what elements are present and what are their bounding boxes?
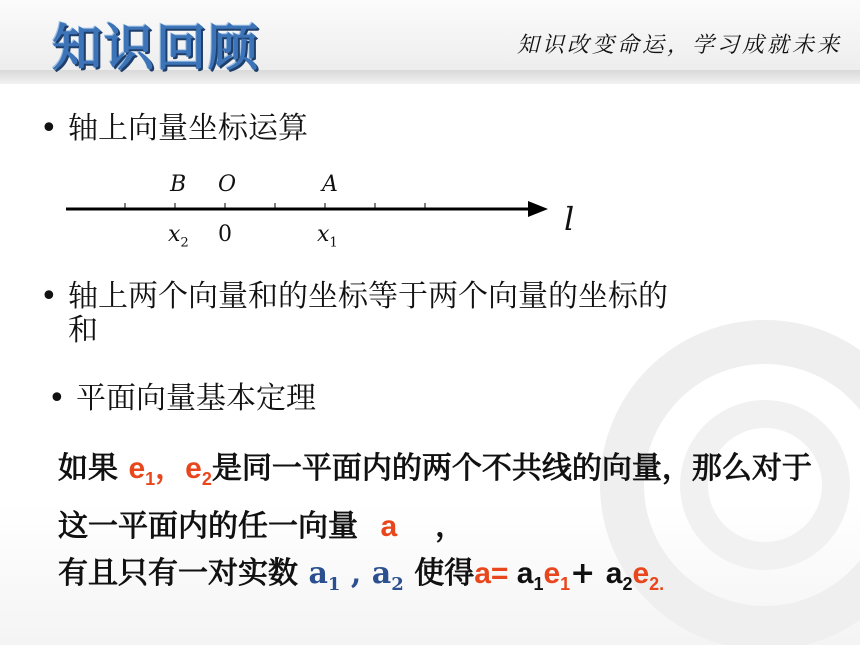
arrow-head	[528, 201, 548, 217]
expr-e1: $e_1$	[543, 557, 571, 594]
bullet-text: 平面向量基本定理	[76, 381, 316, 416]
vector-e1: $e_1$	[128, 452, 156, 489]
bullet-text-continued: 和	[68, 313, 98, 348]
coef-a1: $a_1$	[308, 556, 341, 595]
coord-x1-label: $x_1$	[317, 222, 338, 251]
bullet-text: 轴上向量坐标运算	[68, 111, 308, 146]
number-axis-diagram	[60, 168, 600, 258]
vector-e2: $e_2$	[185, 452, 212, 489]
coef-a2: $a_2$	[371, 556, 404, 595]
bullet-text: 轴上两个向量和的坐标等于两个向量的坐标的	[68, 279, 668, 314]
vector-a-eq: a	[474, 557, 491, 590]
point-o-label: O	[218, 172, 237, 197]
expr-e2: $e_{2.}$	[632, 557, 665, 594]
page-title: 知识回顾	[52, 19, 260, 77]
coord-zero-label: 0	[218, 222, 232, 247]
bullet-axis-vector	[40, 112, 308, 146]
motto-text: 知识改变命运，学习成就未来	[516, 33, 842, 58]
bullet-dot: •	[40, 279, 58, 314]
coord-x2-label: $x_2$	[168, 222, 189, 251]
line-l-label: l	[564, 200, 575, 238]
bullet-sum-coordinates	[40, 280, 668, 348]
bullet-dot: •	[48, 381, 66, 416]
expr-a2: $a_2$	[605, 557, 633, 594]
bullet-theorem-heading	[48, 382, 316, 416]
point-a-label: A	[322, 172, 338, 197]
point-b-label: B	[170, 172, 187, 197]
theorem-paragraph: 如果 $e_1$，$e_2$是同一平面内的两个不共线的向量，那么对于这一平面内的任一向量 a ， 有且只有一对实数 $a_1$ , $a_2$ 使得$a= a_1e_1+ a_2e_{2.}$	[58, 451, 812, 595]
bullet-dot: •	[40, 111, 58, 146]
vector-a: a	[380, 510, 398, 543]
expr-a1: $a_1$	[516, 557, 544, 594]
